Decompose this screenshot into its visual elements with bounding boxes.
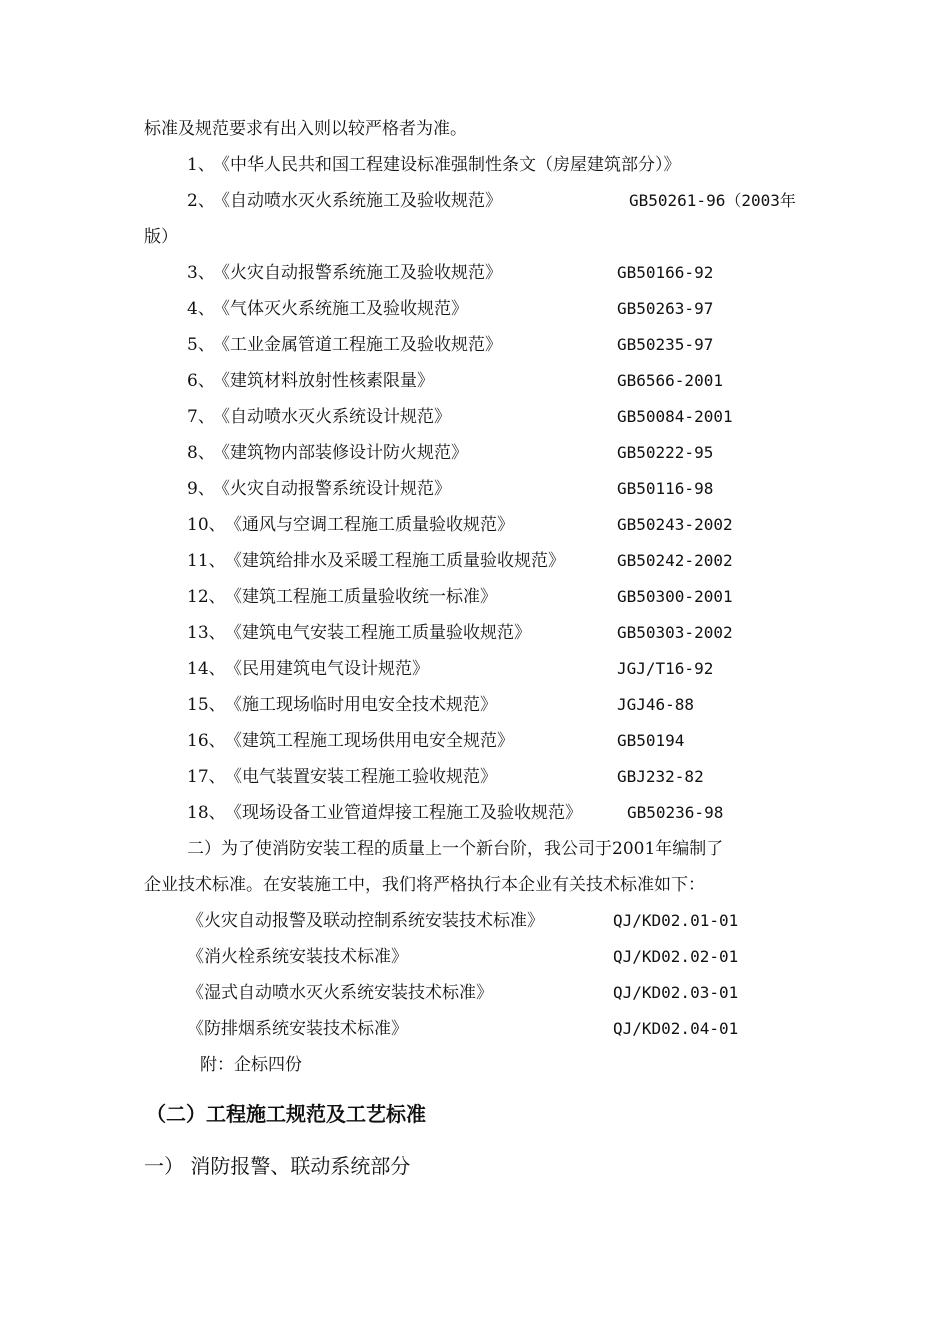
item-number: 13、 — [187, 623, 226, 643]
item-code: GB50242-2002 — [617, 551, 733, 570]
item-title: 《自动喷水灭火系统设计规范》 — [213, 407, 451, 427]
item-code: GB50084-2001 — [617, 407, 733, 426]
item-number: 15、 — [187, 695, 226, 715]
item-title: 《防排烟系统安装技术标准》 — [187, 1019, 408, 1039]
item-number: 14、 — [187, 659, 226, 679]
item-title: 《施工现场临时用电安全技术规范》 — [225, 695, 497, 715]
section-heading: （二）工程施工规范及工艺标准 — [146, 1102, 426, 1126]
item-number: 7、 — [187, 407, 215, 427]
item-title: 《中华人民共和国工程建设标准强制性条文（房屋建筑部分）》 — [213, 155, 681, 175]
item-code: GB50303-2002 — [617, 623, 733, 642]
item-number: 9、 — [187, 479, 215, 499]
item-title: 《气体灭火系统施工及验收规范》 — [213, 299, 468, 319]
item-title: 《民用建筑电气设计规范》 — [225, 659, 429, 679]
subsection-heading: 一） 消防报警、联动系统部分 — [144, 1154, 411, 1178]
item-title: 《消火栓系统安装技术标准》 — [187, 947, 408, 967]
paragraph-text: 企业技术标准。在安装施工中，我们将严格执行本企业有关技术标准如下： — [144, 875, 705, 895]
item-code: QJ/KD02.02-01 — [613, 947, 739, 966]
item-title: 《建筑物内部装修设计防火规范》 — [213, 443, 468, 463]
item-title: 《火灾自动报警系统设计规范》 — [213, 479, 451, 499]
item-code: GB50300-2001 — [617, 587, 733, 606]
item-title: 《现场设备工业管道焊接工程施工及验收规范》 — [225, 803, 582, 823]
item-code: GB50236-98 — [627, 803, 724, 822]
item-code: GB50222-95 — [617, 443, 714, 462]
item-number: 11、 — [187, 551, 226, 571]
item-code: GBJ232-82 — [617, 767, 704, 786]
item-title: 《建筑材料放射性核素限量》 — [213, 371, 434, 391]
item-number: 18、 — [187, 803, 226, 823]
item-code: GB50235-97 — [617, 335, 714, 354]
item-number: 10、 — [187, 515, 226, 535]
item-title: 《火灾自动报警及联动控制系统安装技术标准》 — [187, 911, 544, 931]
item-number: 2、 — [187, 191, 215, 211]
item-number: 8、 — [187, 443, 215, 463]
item-code: GB50166-92 — [617, 263, 714, 282]
item-code: JGJ/T16-92 — [617, 659, 714, 678]
item-code: QJ/KD02.01-01 — [613, 911, 739, 930]
intro-text: 标准及规范要求有出入则以较严格者为准。 — [144, 119, 467, 139]
item-number: 5、 — [187, 335, 215, 355]
item-number: 16、 — [187, 731, 226, 751]
item-title: 《湿式自动喷水灭火系统安装技术标准》 — [187, 983, 493, 1003]
item-code: JGJ46-88 — [617, 695, 695, 714]
paragraph-text: 二）为了使消防安装工程的质量上一个新台阶，我公司于2001年编制了 — [187, 839, 724, 859]
item-code: QJ/KD02.04-01 — [613, 1019, 739, 1038]
item-code: QJ/KD02.03-01 — [613, 983, 739, 1002]
item-title: 《火灾自动报警系统施工及验收规范》 — [213, 263, 502, 283]
item-number: 12、 — [187, 587, 226, 607]
item-title: 《自动喷水灭火系统施工及验收规范》 — [213, 191, 502, 211]
item-code: GB50263-97 — [617, 299, 714, 318]
item-title: 《建筑工程施工现场供用电安全规范》 — [225, 731, 514, 751]
item-title: 《电气装置安装工程施工验收规范》 — [225, 767, 497, 787]
item-code-continuation: 版） — [144, 227, 178, 247]
item-number: 6、 — [187, 371, 215, 391]
item-number: 4、 — [187, 299, 215, 319]
item-title: 《通风与空调工程施工质量验收规范》 — [225, 515, 514, 535]
item-code: GB50116-98 — [617, 479, 714, 498]
item-code: GB50243-2002 — [617, 515, 733, 534]
item-number: 3、 — [187, 263, 215, 283]
item-code: GB6566-2001 — [617, 371, 723, 390]
item-code: GB50261-96（2003年 — [629, 191, 796, 210]
item-title: 《建筑工程施工质量验收统一标准》 — [225, 587, 497, 607]
item-number: 17、 — [187, 767, 226, 787]
item-number: 1、 — [187, 155, 215, 175]
item-code: GB50194 — [617, 731, 685, 750]
attachment-note: 附：企标四份 — [200, 1055, 302, 1075]
item-title: 《建筑电气安装工程施工质量验收规范》 — [225, 623, 531, 643]
item-title: 《工业金属管道工程施工及验收规范》 — [213, 335, 502, 355]
item-title: 《建筑给排水及采暖工程施工质量验收规范》 — [225, 551, 565, 571]
